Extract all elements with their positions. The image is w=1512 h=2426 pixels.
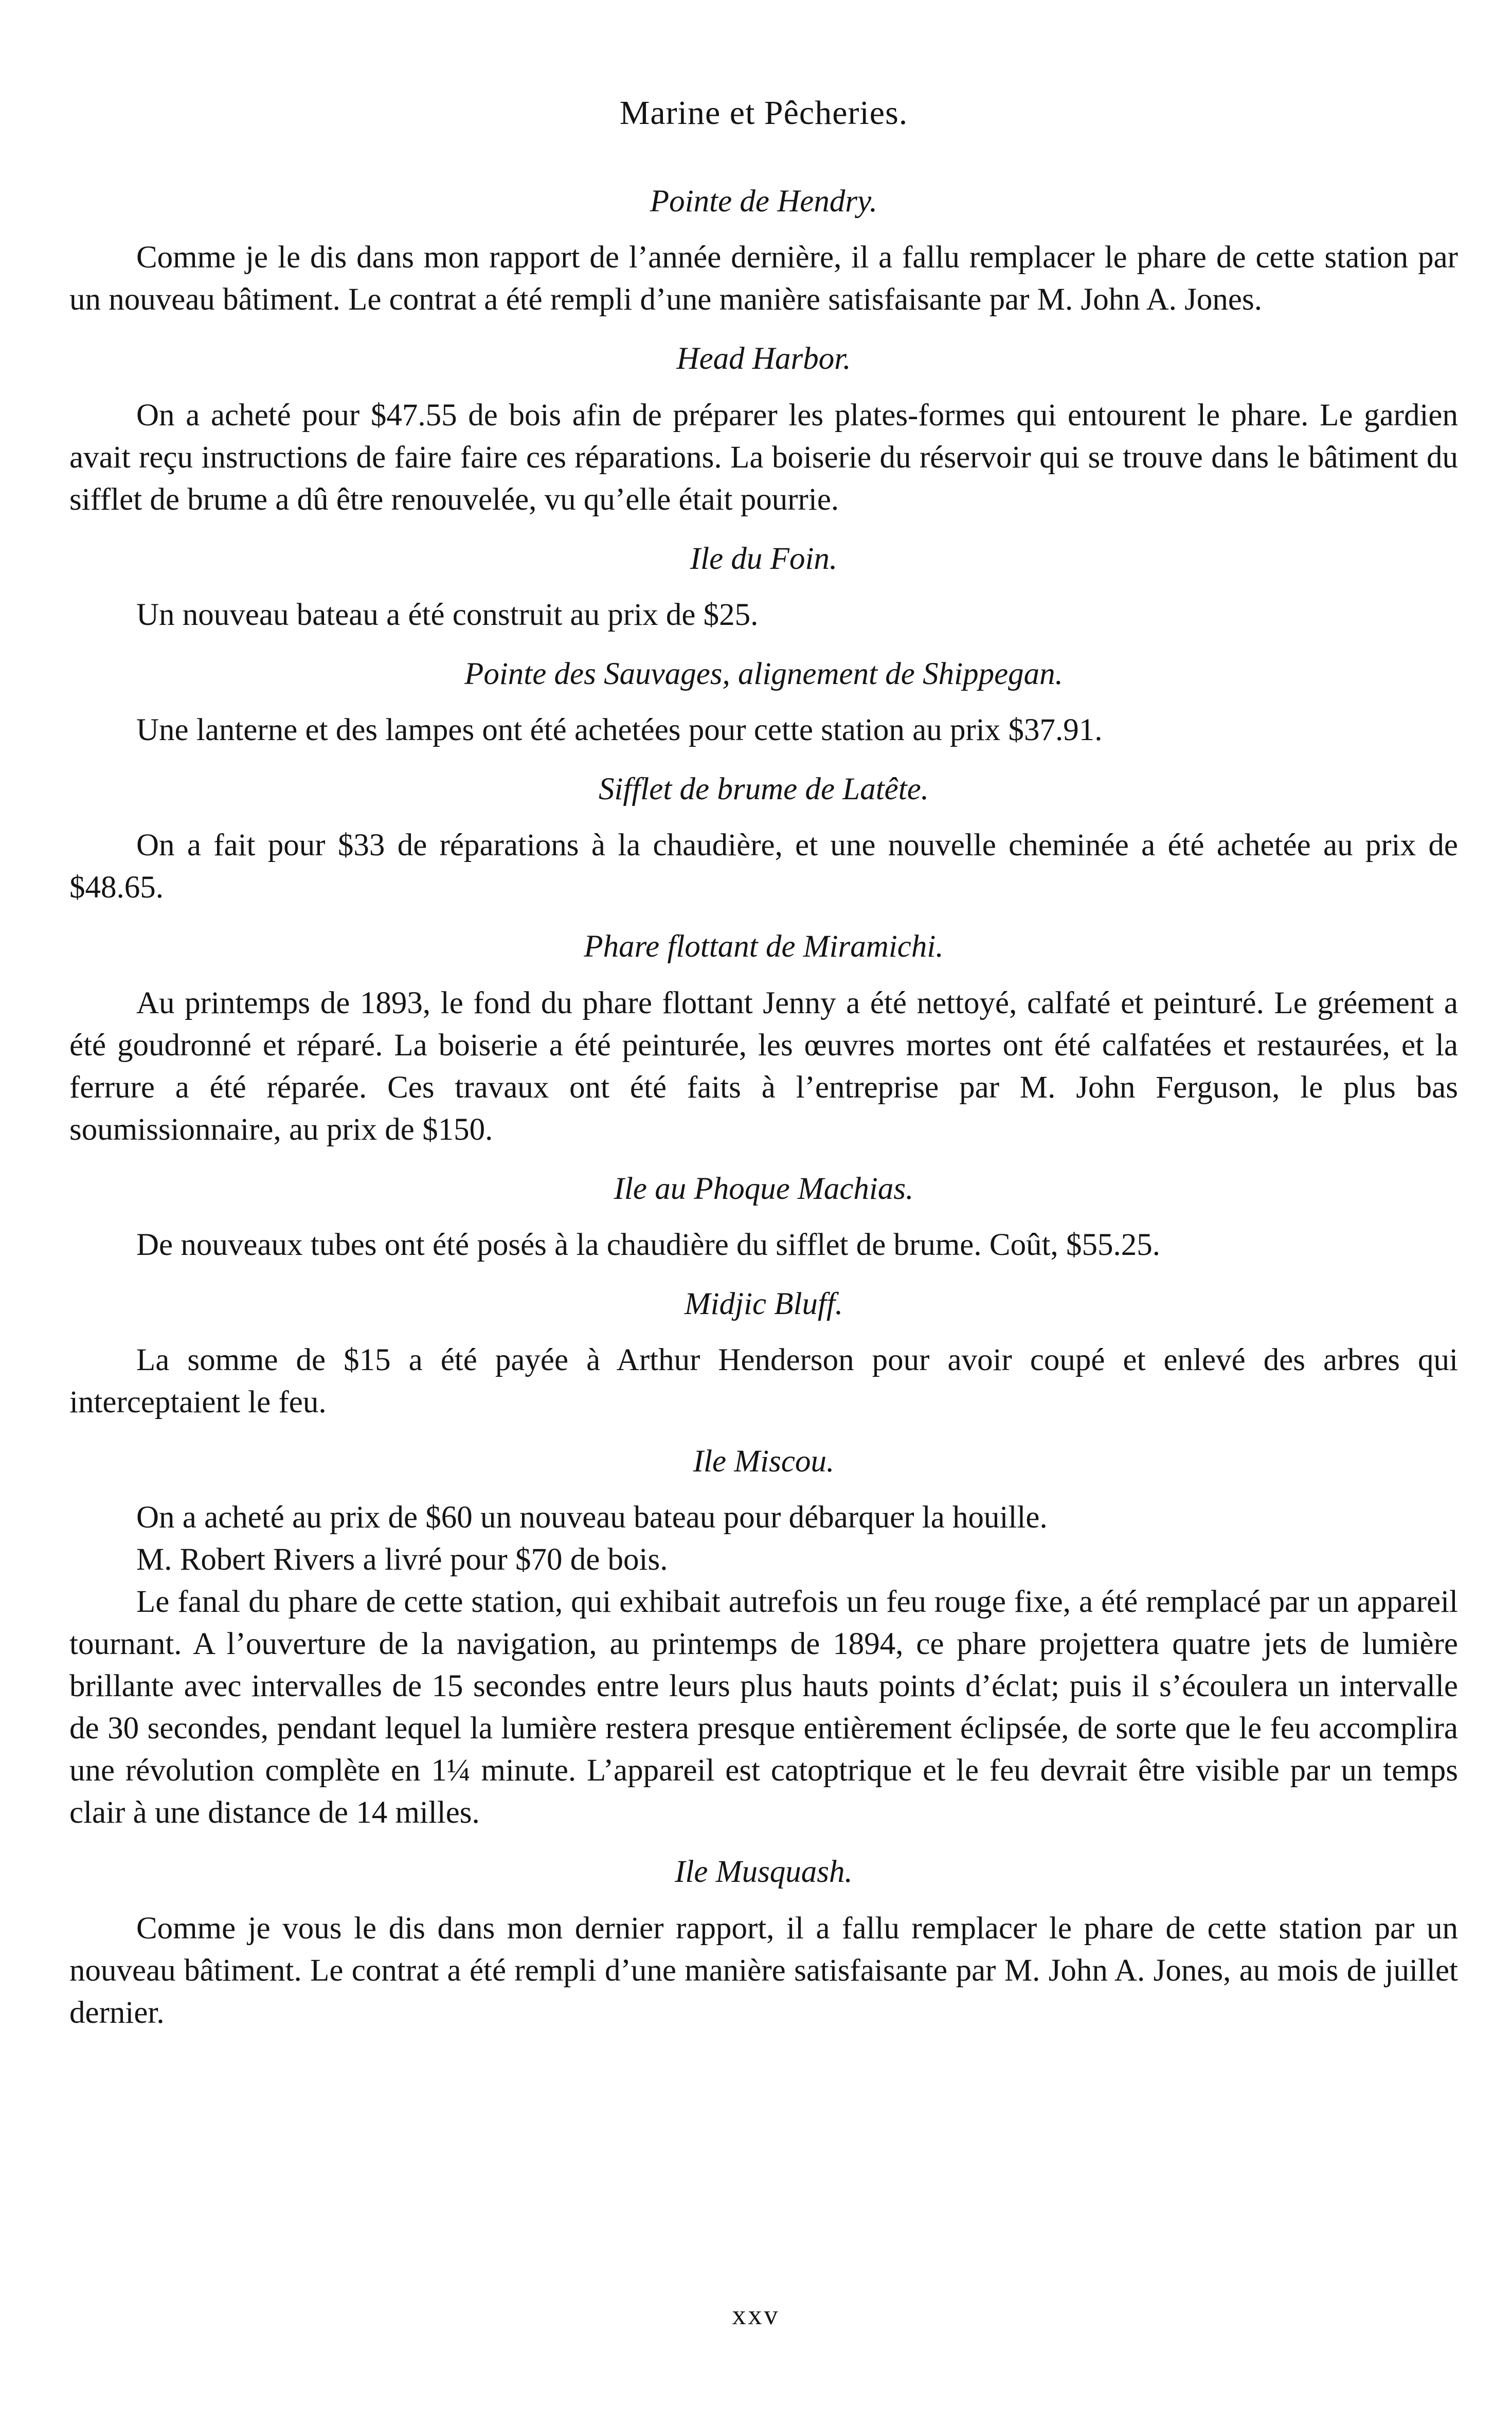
paragraph-foin: Un nouveau bateau a été construit au prix de $25. [136,597,759,632]
paragraph-machias: De nouveaux tubes ont été posés à la chaudière du sifflet de brume. Coût, $55.25. [136,1227,1161,1262]
section-title-miscou: Ile Miscou. [693,1444,835,1479]
paragraph-midjic: La somme de $15 a été payée à Arthur Henderson pour avoir coupé et enlevé des arbres qui interceptaient le feu. [69,1343,1458,1420]
page-number: xxv [732,2299,780,2330]
paragraph-head-harbor: On a acheté pour $47.55 de bois afin de préparer les plates-formes qui entourent le phare. Le gardien avait reçu instructions de faire faire ces réparations. La boiserie du réservoir qui se trouve dans le bâtiment du sifflet de brume a dû être renouvelée, vu qu’elle était pourrie. [69,398,1458,517]
section-title-hendry: Pointe de Hendry. [650,184,878,219]
section-title-midjic: Midjic Bluff. [684,1286,843,1321]
section-title-foin: Ile du Foin. [690,541,838,576]
page-title: Marine et Pêcheries. [619,94,908,132]
paragraph-miscou-2: M. Robert Rivers a livré pour $70 de bois. [136,1542,668,1577]
section-title-head-harbor: Head Harbor. [676,342,851,376]
paragraph-miscou-3: Le fanal du phare de cette station, qui exhibait autrefois un feu rouge fixe, a été remplacé par un appareil tournant. A l’ouverture de la navigation, au printemps de 1894, ce phare projettera quatre jets de lumière brillante avec intervalles de 15 secondes entre leurs plus hauts points d’éclat; puis il s’écoulera un intervalle de 30 secondes, pendant lequel la lumière restera presque entièrement éclipsée, de sorte que le feu accomplira une révolution complète en 1¼ minute. L’appareil est catoptrique et le feu devrait être visible par un temps clair à une distance de 14 milles. [69,1585,1458,1830]
paragraph-miscou-1: On a acheté au prix de $60 un nouveau bateau pour débarquer la houille. [136,1500,1048,1535]
section-title-latete: Sifflet de brume de Latête. [598,772,929,807]
section-title-sauvages: Pointe des Sauvages, alignement de Shippegan. [464,656,1063,691]
paragraph-latete: On a fait pour $33 de réparations à la chaudière, et une nouvelle cheminée a été achetée au prix de $48.65. [69,828,1458,905]
paragraph-miramichi: Au printemps de 1893, le fond du phare flottant Jenny a été nettoyé, calfaté et peinturé. Le gréement a été goudronné et réparé. La boiserie a été peinturée, les œuvres mortes ont été calfatées et restaurées, et la ferrure a été réparée. Ces travaux ont été faits à l’entreprise par M. John Ferguson, le plus bas soumissionnaire, au prix de $150. [69,985,1458,1147]
section-title-machias: Ile au Phoque Machias. [614,1171,914,1206]
paragraph-musquash: Comme je vous le dis dans mon dernier rapport, il a fallu remplacer le phare de cette station par un nouveau bâtiment. Le contrat a été rempli d’une manière satisfaisante par M. John A. Jones, au mois de juillet dernier. [69,1911,1458,2030]
document-page [69,77,1458,2053]
section-title-musquash: Ile Musquash. [675,1855,853,1890]
section-title-miramichi: Phare flottant de Miramichi. [584,929,944,964]
paragraph-hendry: Comme je le dis dans mon rapport de l’année dernière, il a fallu remplacer le phare de cette station par un nouveau bâtiment. Le contrat a été rempli d’une manière satisfaisante par M. John A. Jones. [69,240,1458,317]
paragraph-sauvages: Une lanterne et des lampes ont été achetées pour cette station au prix $37.91. [136,713,1103,748]
